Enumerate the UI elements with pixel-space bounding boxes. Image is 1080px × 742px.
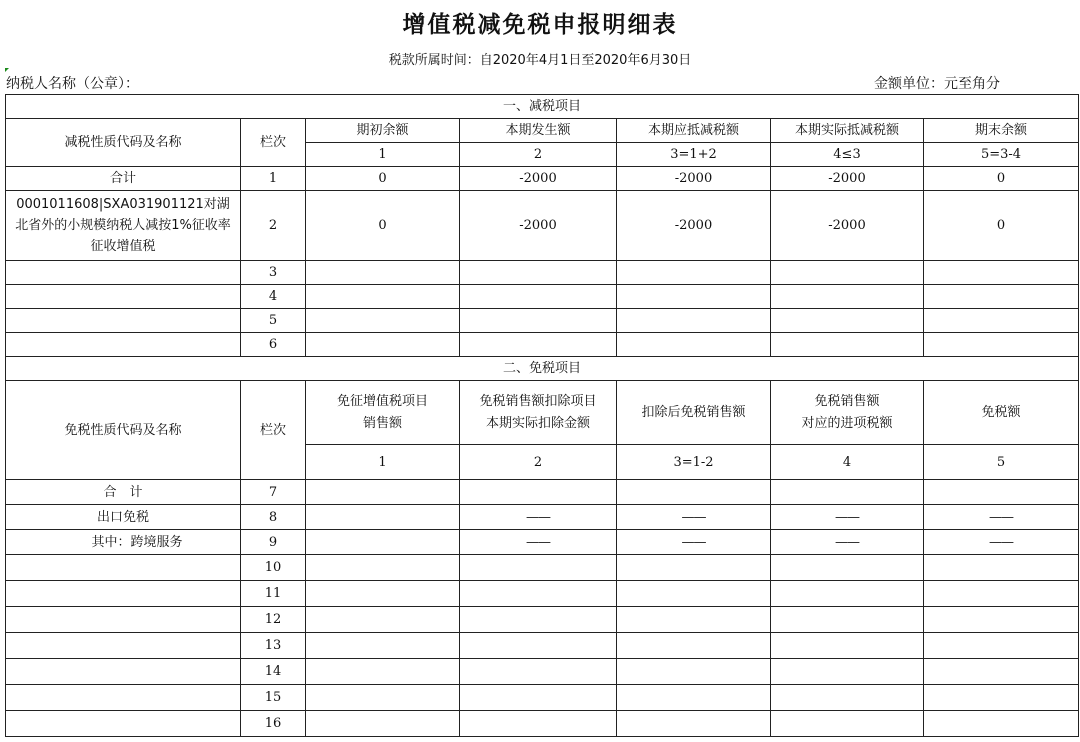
line-number: 6 (241, 333, 306, 357)
table-row (6, 381, 1079, 445)
value-cell[interactable] (306, 530, 460, 555)
value-cell[interactable]: 0 (306, 191, 460, 261)
value-cell[interactable] (771, 285, 924, 309)
item-name[interactable] (6, 685, 241, 711)
value-cell[interactable] (924, 285, 1079, 309)
value-cell[interactable] (771, 711, 924, 737)
item-name[interactable]: 其中：跨境服务 (6, 530, 241, 555)
value-cell[interactable] (617, 333, 771, 357)
table-row (6, 309, 1079, 333)
value-cell[interactable]: 0 (306, 167, 460, 191)
value-cell[interactable] (306, 480, 460, 505)
value-cell[interactable] (924, 333, 1079, 357)
column-formula: 3=1-2 (617, 445, 771, 480)
page-title: 增值税减免税申报明细表 (402, 11, 678, 38)
value-cell[interactable]: -2000 (617, 167, 771, 191)
line-number: 5 (241, 309, 306, 333)
value-cell[interactable]: —— (924, 505, 1079, 530)
item-name[interactable] (6, 711, 241, 737)
line-number: 15 (241, 685, 306, 711)
line-number: 12 (241, 607, 306, 633)
table-row (6, 659, 1079, 685)
value-cell[interactable] (306, 309, 460, 333)
item-name[interactable] (6, 607, 241, 633)
table-row (6, 95, 1079, 119)
column-header: 本期实际抵减税额 (771, 119, 924, 143)
value-cell[interactable] (617, 285, 771, 309)
value-cell[interactable] (306, 711, 460, 737)
value-cell[interactable] (306, 607, 460, 633)
value-cell[interactable] (771, 633, 924, 659)
column-header: 本期发生额 (460, 119, 617, 143)
value-cell[interactable] (924, 685, 1079, 711)
line-number: 3 (241, 261, 306, 285)
item-name[interactable]: 0001011608|SXA031901121对湖北省外的小规模纳税人减按1%征收率征收增值税 (6, 191, 241, 261)
value-cell[interactable] (771, 685, 924, 711)
value-cell[interactable]: —— (460, 505, 617, 530)
column-formula: 4 (771, 445, 924, 480)
value-cell[interactable] (924, 607, 1079, 633)
line-number: 13 (241, 633, 306, 659)
value-cell[interactable] (617, 659, 771, 685)
value-cell[interactable] (460, 333, 617, 357)
value-cell[interactable] (306, 685, 460, 711)
reduction-name-header: 减税性质代码及名称 (6, 119, 241, 167)
line-number: 10 (241, 555, 306, 581)
item-name[interactable]: 合计 (6, 167, 241, 191)
value-cell[interactable] (460, 711, 617, 737)
value-cell[interactable] (306, 659, 460, 685)
column-header: 免税销售额 对应的进项税额 (771, 381, 924, 445)
value-cell[interactable] (617, 685, 771, 711)
line-number: 8 (241, 505, 306, 530)
value-cell[interactable] (617, 261, 771, 285)
table-row (6, 581, 1079, 607)
value-cell[interactable] (460, 555, 617, 581)
value-cell[interactable] (460, 285, 617, 309)
column-header: 免税销售额扣除项目 本期实际扣除金额 (460, 381, 617, 445)
value-cell[interactable] (460, 633, 617, 659)
value-cell[interactable] (460, 261, 617, 285)
column-header: 期末余额 (924, 119, 1079, 143)
line-number: 9 (241, 530, 306, 555)
column-header: 免征增值税项目 销售额 (306, 381, 460, 445)
exemption-section-title: 二、免税项目 (6, 357, 1079, 381)
value-cell[interactable] (924, 711, 1079, 737)
item-name[interactable] (6, 309, 241, 333)
value-cell[interactable] (460, 607, 617, 633)
taxpayer-name-label: 纳税人名称（公章）： (6, 76, 139, 92)
value-cell[interactable] (771, 581, 924, 607)
value-cell[interactable] (924, 261, 1079, 285)
value-cell[interactable] (771, 309, 924, 333)
table-row (6, 555, 1079, 581)
table-row (6, 191, 1079, 261)
table-row (6, 167, 1079, 191)
table-row (6, 633, 1079, 659)
amount-unit-label: 金额单位：元至角分 (874, 76, 1000, 92)
column-header: 扣除后免税销售额 (617, 381, 771, 445)
value-cell[interactable] (771, 659, 924, 685)
value-cell[interactable] (460, 581, 617, 607)
line-number: 1 (241, 167, 306, 191)
value-cell[interactable] (306, 333, 460, 357)
line-header: 栏次 (241, 119, 306, 167)
item-name[interactable]: 出口免税 (6, 505, 241, 530)
value-cell[interactable] (460, 480, 617, 505)
table-row (6, 261, 1079, 285)
column-formula: 2 (460, 143, 617, 167)
value-cell[interactable] (771, 480, 924, 505)
item-name[interactable] (6, 581, 241, 607)
value-cell[interactable]: —— (771, 530, 924, 555)
value-cell[interactable]: —— (771, 505, 924, 530)
column-header: 本期应抵减税额 (617, 119, 771, 143)
value-cell[interactable] (460, 309, 617, 333)
value-cell[interactable]: —— (617, 530, 771, 555)
value-cell[interactable] (617, 607, 771, 633)
value-cell[interactable] (617, 555, 771, 581)
column-header: 期初余额 (306, 119, 460, 143)
item-name[interactable]: 合 计 (6, 480, 241, 505)
value-cell[interactable] (306, 505, 460, 530)
line-number: 2 (241, 191, 306, 261)
item-name[interactable] (6, 333, 241, 357)
table-row (6, 480, 1079, 505)
line-number: 16 (241, 711, 306, 737)
table-row (6, 119, 1079, 143)
column-formula: 5=3-4 (924, 143, 1079, 167)
line-number: 11 (241, 581, 306, 607)
value-cell[interactable] (617, 633, 771, 659)
item-name[interactable] (6, 285, 241, 309)
value-cell[interactable] (306, 581, 460, 607)
line-number: 14 (241, 659, 306, 685)
column-header: 免税额 (924, 381, 1079, 445)
item-name[interactable] (6, 659, 241, 685)
value-cell[interactable] (924, 581, 1079, 607)
value-cell[interactable] (617, 711, 771, 737)
item-name[interactable] (6, 633, 241, 659)
value-cell[interactable]: -2000 (771, 191, 924, 261)
value-cell[interactable]: -2000 (617, 191, 771, 261)
table-row (6, 711, 1079, 737)
exemption-name-header: 免税性质代码及名称 (6, 381, 241, 480)
value-cell[interactable] (924, 555, 1079, 581)
value-cell[interactable] (306, 555, 460, 581)
declaration-table (5, 94, 1079, 737)
tax-period: 税款所属时间：自2020年4月1日至2020年6月30日 (388, 53, 692, 68)
value-cell[interactable] (617, 480, 771, 505)
column-formula: 5 (924, 445, 1079, 480)
value-cell[interactable] (771, 333, 924, 357)
value-cell[interactable] (924, 309, 1079, 333)
value-cell[interactable]: —— (617, 505, 771, 530)
value-cell[interactable] (771, 261, 924, 285)
value-cell[interactable] (617, 581, 771, 607)
line-number: 7 (241, 480, 306, 505)
value-cell[interactable]: -2000 (460, 167, 617, 191)
column-formula: 1 (306, 143, 460, 167)
column-formula: 3=1+2 (617, 143, 771, 167)
value-cell[interactable] (924, 659, 1079, 685)
column-formula: 1 (306, 445, 460, 480)
table-row (6, 685, 1079, 711)
value-cell[interactable]: —— (924, 530, 1079, 555)
cell-comment-marker (5, 68, 9, 72)
value-cell[interactable] (771, 607, 924, 633)
table-row (6, 607, 1079, 633)
table-row (6, 357, 1079, 381)
item-name[interactable] (6, 555, 241, 581)
column-formula: 4≤3 (771, 143, 924, 167)
value-cell[interactable]: —— (460, 530, 617, 555)
value-cell[interactable]: 0 (924, 191, 1079, 261)
value-cell[interactable] (306, 261, 460, 285)
value-cell[interactable] (306, 285, 460, 309)
value-cell[interactable] (460, 659, 617, 685)
table-row (6, 530, 1079, 555)
value-cell[interactable]: -2000 (771, 167, 924, 191)
value-cell[interactable] (924, 480, 1079, 505)
value-cell[interactable] (771, 555, 924, 581)
value-cell[interactable]: 0 (924, 167, 1079, 191)
table-row (6, 285, 1079, 309)
line-header: 栏次 (241, 381, 306, 480)
table-row (6, 505, 1079, 530)
line-number: 4 (241, 285, 306, 309)
table-row (6, 333, 1079, 357)
reduction-section-title: 一、减税项目 (6, 95, 1079, 119)
column-formula: 2 (460, 445, 617, 480)
value-cell[interactable]: -2000 (460, 191, 617, 261)
value-cell[interactable] (617, 309, 771, 333)
value-cell[interactable] (460, 685, 617, 711)
value-cell[interactable] (924, 633, 1079, 659)
value-cell[interactable] (306, 633, 460, 659)
item-name[interactable] (6, 261, 241, 285)
